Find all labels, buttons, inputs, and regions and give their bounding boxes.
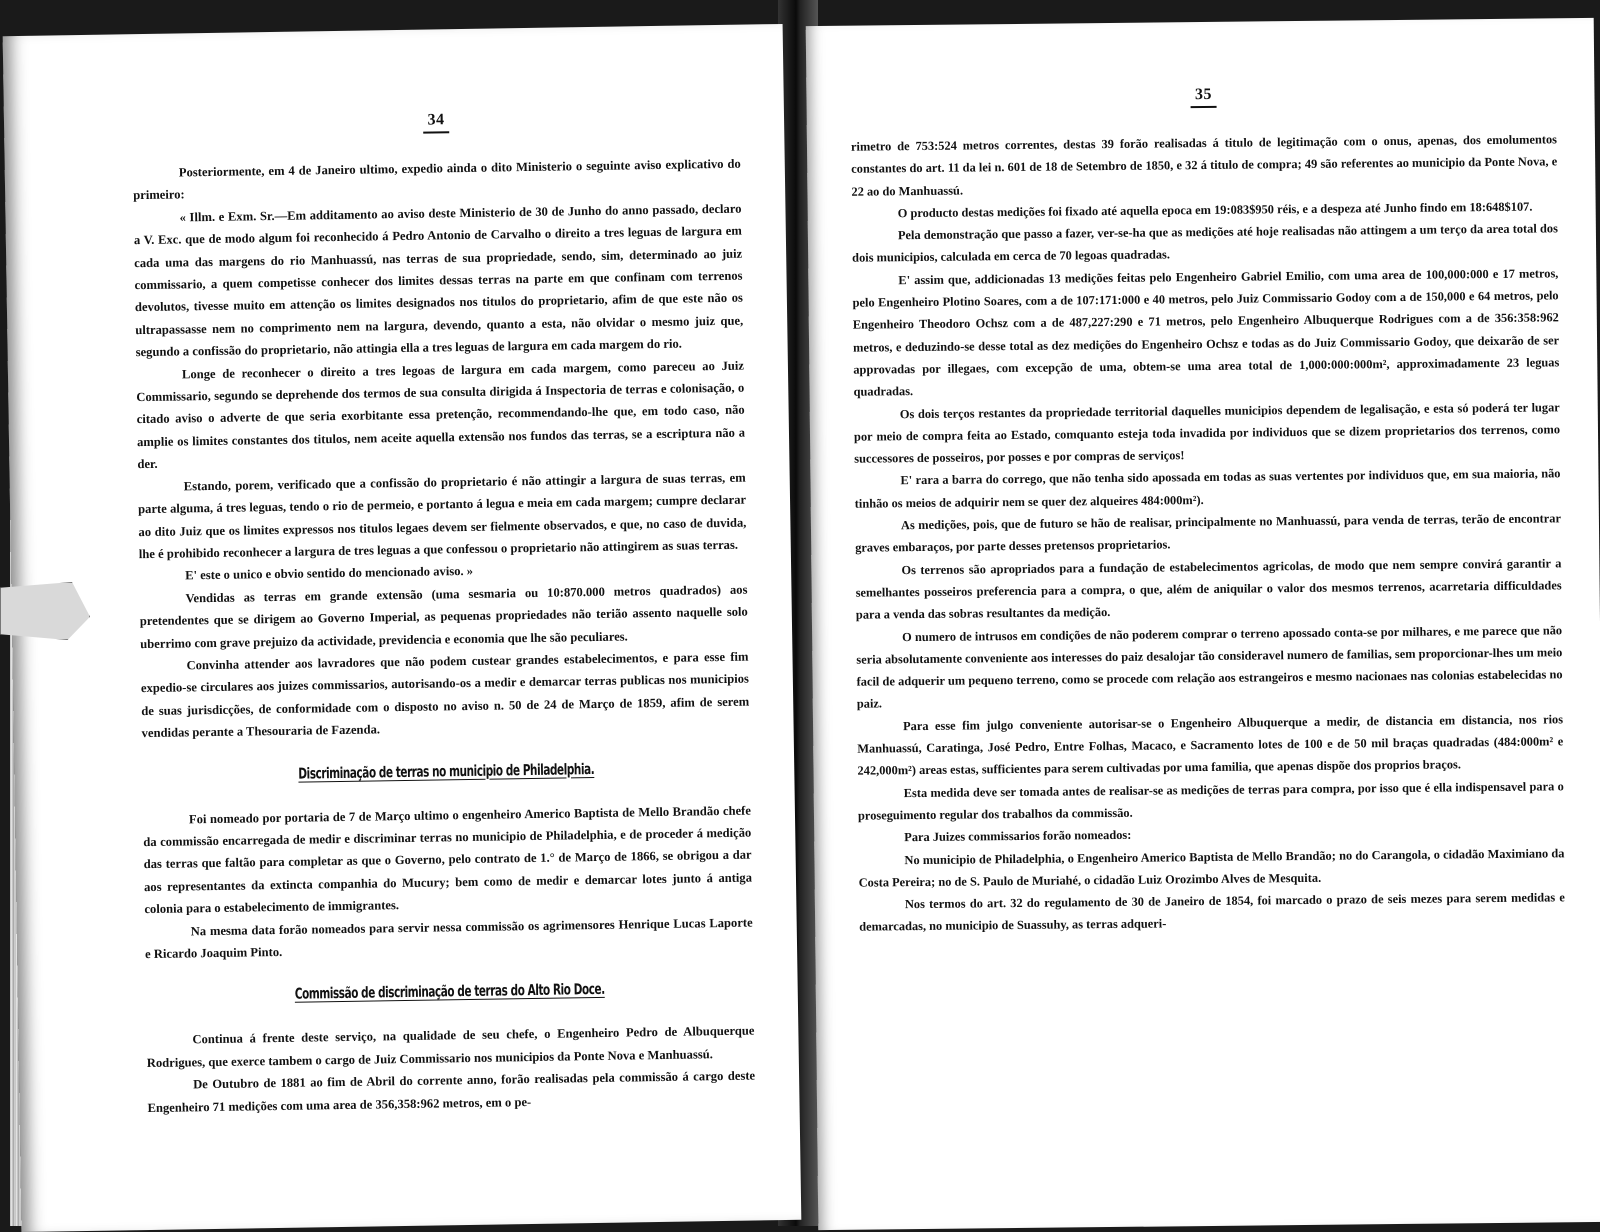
paragraph: O numero de intrusos em condições de não poderem comprar o terreno apossado conta-se por milhares, e me parece que não seria absolutamente conveniente aos interesses do paiz desalojar tão consideravel numero de familias, sem proporcionar-lhes um meio facil de adquerir um pequeno terreno, como se procede com relação aos estrangeiros e mesmo nacionaes nas colonias estabelecidas no paiz. [856,622,1563,712]
section-heading: Discriminação de terras no municipio de Philadelphia. [298,759,595,783]
paragraph: Longe de reconhecer o direito a tres legoas de largura em cada margem, como pareceu ao Juiz Commissario, segundo se deprehende dos termos de sua consulta dirigida á Inspectoria de terras e colonisação, o citado aviso o adverte de que seria exorbitante essa pretenção, recommendando-lhe que, em todo caso, não amplie os limites constantes dos titulos, nem aceite aquella extensão nos fundos das terras, se a escriptura não a der. [136,358,746,472]
paragraph: Nos termos do art. 32 do regulamento de 30 de Janeiro de 1854, foi marcado o prazo de seis mezes para serem medidas e demarcadas, no municipio de Suassuhy, as terras adqueri- [859,890,1565,935]
paragraph: Vendidas as terras em grande extensão (uma sesmaria ou 10:870.000 metros quadrados) aos pretendentes que se dirigem ao Governo Imperial, as pequenas propriedades não terião assento naquelle solo uberrimo com grave prejuizo da actividade, previdencia e economia que lhe são peculiares. [139,582,748,651]
paragraph: Posteriormente, em 4 de Janeiro ultimo, expedio ainda o dito Ministerio o seguinte aviso explicativo do primeiro: [133,156,741,203]
paragraph: Para esse fim julgo conveniente autorisar-se o Engenheiro Albuquerque a medir, de distancia em distancia, nos rios Manhuassú, Caratinga, José Pedro, Entre Folhas, Macaco, e Sacramento lotes de 100 e de 50 mil braças quadradas (484:000m² e 242,000m²) areas estas, sufficientes para serem cultivadas por uma familia, que apenas dispõe dos proprios braços. [857,711,1564,778]
left-page [3,24,802,1232]
paragraph: Os terrenos são apropriados para a fundação de estabelecimentos agricolas, de modo que nem sempre convirá garantir a semelhantes posseiros preferencia para a compra, o que, além de aniquilar o valor dos mesmos terrenos, acarretaria difficuldades para a venda das sobras resultantes da medição. [855,555,1562,622]
paragraph: Os dois terços restantes da propriedade territorial daquelles municipios dependem de legalisação, e esta só poderá ter lugar por meio de compra feita ao Estado, comquanto esteja toda invadida por individuos que se dizem proprietarios dos terrenos, como successores de posseiros, por posses e por compras de serviços! [853,399,1561,466]
right-page [806,18,1600,1230]
section-heading: Commissão de discriminação de terras do Alto Rio Doce. [294,980,605,1004]
paragraph: E' rara a barra do corrego, que não tenha sido apossada em todas as suas vertentes por individuos que, em sua maioria, não tinhão os meios de adquirir nem se quer dez alqueires 484:000m²). [854,466,1561,511]
paragraph: Continua á frente deste serviço, na qualidade de seu chefe, o Engenheiro Pedro de Albuquerque Rodrigues, que exerce tambem o cargo de Juiz Commissario nos municipios da Ponte Nova e Manhuassú. [146,1023,755,1070]
page-number: 34 [427,111,445,129]
paragraph: O producto destas medições foi fixado até aquella epoca em 19:083$950 réis, e a despeza até Junho findo em 18:648$107. [897,199,1533,221]
paragraph: De Outubro de 1881 ao fim de Abril do corrente anno, forão realisadas pela commissão á cargo deste Engenheiro 71 medições com uma area de 356,358:962 metros, em o pe- [147,1068,756,1115]
paragraph: Na mesma data forão nomeados para servir nessa commissão os agrimensores Henrique Lucas Laporte e Ricardo Joaquim Pinto. [144,915,753,962]
paragraph: Foi nomeado por portaria de 7 de Março ultimo o engenheiro Americo Baptista de Mello Brandão chefe da commissão encarregada de medir e discriminar terras no municipio de Philadelphia, e de proceder á medição das terras que faltão para completar as que o Governo, pelo contrato de 1.° de Março de 1866, se obrigou a dar aos representantes da extincta companhia do Mucury; bem como de medir e demarcar lotes junto á antiga colonia para o estabelecimento de immigrantes. [143,803,753,917]
paragraph: As medições, pois, que de futuro se hão de realisar, principalmente no Manhuassú, para venda de terras, terão de encontrar graves embaraços, por parte desses pretensos proprietarios. [855,511,1561,556]
paragraph: Esta medida deve ser tomada antes de realisar-se as medições de terras para compra, por isso que é ella indispensavel para o proseguimento regular dos trabalhos da commissão. [857,778,1564,823]
paragraph: « Illm. e Exm. Sr.—Em additamento ao aviso deste Ministerio de 30 de Junho do anno passado, declaro a V. Exc. que de modo algum foi reconhecido á Pedro Antonio de Carvalho o direito a tres leguas de largura em cada uma das margens do rio Manhuassú, nas terras de sua propriedade, sendo, sim, determinado ao juiz commissario, a quem competisse conhecer dos limites dessas terras na parte em que confinam com terrenos devolutos, tivesse muito em attenção os limites designados nos titulos do proprietario, afim de que este não os ultrapassasse nem no comprimento nem na largura, devendo, quanto a esta, não olvidar o mesmo juiz que, segundo a confissão do proprietario, não attingia ella a tres leguas de largura em cada margem do rio. [133,201,744,360]
paragraph: E' assim que, addicionadas 13 medições feitas pelo Engenheiro Gabriel Emilio, com uma area de 100,000:000 e 17 metros, pelo Engenheiro Plotino Soares, com a de 107:171:000 e 40 metros, pelo Juiz Commissario Godoy com a de 150,000 e 64 metros, pelo Engenheiro Theodoro Ochsz com a de 487,227:290 e 71 metros, pelo Engenheiro Albuquerque Rodrigues com a de 356:358:962 metros, e deduzindo-se desse total as dez medições do Engenheiro Ochsz e todas as do Juiz Commissario Godoy, que deixarão de ser approvadas por illegaes, com excepção de uma, obtem-se uma area total de 1,000:000:000m², approximadamente 23 leguas quadradas. [852,266,1560,399]
page-number: 35 [1194,85,1213,104]
paragraph: Pela demonstração que passo a fazer, ver-se-ha que as medições até hoje realisadas não attingem a um terço da area total dos dois municipios, calculada em cerca de 70 legoas quadradas. [852,221,1558,266]
page-number-rule [1191,106,1217,108]
paragraph: Convinha attender aos lavradores que não podem custear grandes estabelecimentos, e para esse fim expedio-se circulares aos juizes commissarios, autorisando-os a medir e demarcar terras publicas nos municipios de suas jurisdicções, de conformidade com o disposto no aviso n. 50 de 24 de Março de 1859, afim de serem vendidas perante a Thesouraria de Fazenda. [140,649,750,741]
paragraph: Estando, porem, verificado que a confissão do proprietario é não attingir a largura de suas terras, em parte alguma, á tres leguas, tendo o rio de permeio, e portanto á legua e meia em cada margem; cumpre declarar ao dito Juiz que os limites expressos nos titulos legaes devem ser fielmente observados, e que, no caso de duvida, lhe é prohibido reconhecer a largura de tres leguas a que confessou o proprietario não attingirem as suas terras. [137,470,747,562]
page-number-rule [423,131,449,133]
paragraph: No municipio de Philadelphia, o Engenheiro Americo Baptista de Mello Brandão; no do Carangola, o cidadão Maximiano da Costa Pereira; no de S. Paulo de Muriahé, o cidadão Luiz Orozimbo Alves de Mesquita. [858,845,1565,890]
paragraph: Para Juizes commissarios forão nomeados: [904,827,1132,845]
paragraph: E' este o unico e obvio sentido do mencionado aviso. » [185,564,474,583]
paragraph: rimetro de 753:524 metros correntes, destas 39 forão realisadas á titulo de legitimação com o onus, apenas, dos emolumentos constantes do art. 11 da lei n. 601 de 18 de Setembro de 1850, e 32 á titulo de compra; 49 são referentes ao municipio da Ponte Nova, e 22 ao do Manhuassú. [850,132,1558,199]
